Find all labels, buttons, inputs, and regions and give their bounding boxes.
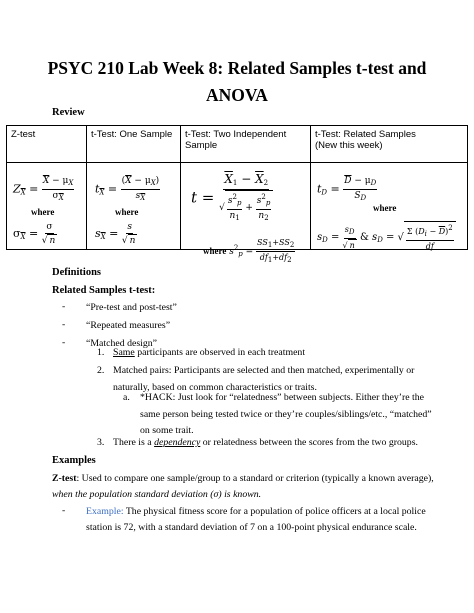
header-t-independent (181, 126, 311, 163)
example-text-1: The physical fitness score for a population of police officers at a local police (123, 506, 426, 517)
t-one-sample-formula (87, 163, 181, 250)
t-rel-where-label: where (373, 203, 397, 213)
header-t-independent-line-2: Sample (185, 140, 218, 151)
example-line-1 (86, 505, 426, 518)
z-where-label: where (31, 207, 55, 217)
t-one-where-label: where (115, 207, 139, 217)
t-independent-formula (181, 163, 311, 264)
z-test-formula (7, 163, 87, 250)
example-link[interactable]: Example: (86, 506, 124, 517)
t-one-sx-formula: $s_{\overline{X}}$ = $\frac{s}{√ n}$ (95, 222, 136, 246)
hack-line-3: on some trait. (140, 425, 194, 436)
item-2-line-2: naturally, based on common characteristics or traits. (113, 382, 317, 393)
example-line-2: station is 72, with a standard deviation of 7 on a 100-point physical endurance scale. (86, 522, 417, 533)
header-z-test: Z-test (7, 126, 87, 163)
z-sigma-formula: $\sigma_{\overline{X}}$ = $\frac{\sigma}{√ n}$ (13, 222, 56, 246)
header-t-related (311, 126, 468, 163)
page-title-line-1: PSYC 210 Lab Week 8: Related Samples t-test and (47, 58, 427, 78)
item-1-text (113, 346, 305, 359)
hack-line-1: *HACK: Just look for “relatedness” between subjects. Either they’re the (140, 392, 425, 403)
t-ind-where-label: where (203, 246, 227, 256)
item-3-text (113, 436, 418, 449)
t-rel-sd-formula: $s_D$ = $\frac{sD}{√ n}$ & $s_D$ = √ $\frac{\Sigma (Di - \overline{D})2}{df}$ (317, 221, 456, 253)
item-3-post: or relatedness between the scores from the two groups. (200, 437, 418, 448)
item-1-rest: participants are observed in each treatment (134, 347, 306, 358)
bullet-matched: “Matched design” (86, 338, 157, 349)
t-rel-main: $t_D$ = $\frac{\overline{D} - \mu_D}{S_D}$ (317, 176, 377, 202)
header-t-one-sample: t-Test: One Sample (87, 126, 181, 163)
ztest-description-line-2: when the population standard deviation (σ) is known. (52, 489, 262, 500)
header-t-independent-line-1: t-Test: Two Independent (185, 129, 287, 140)
related-samples-heading: Related Samples t-test: (52, 285, 156, 296)
item-3-pre: There is a (113, 437, 155, 448)
item-2-line-1: Matched pairs: Participants are selected and then matched, experimentally or (113, 365, 415, 376)
ztest-label: Z-test (52, 473, 77, 484)
review-heading: Review (52, 107, 85, 118)
bullet-dash-1: - (62, 301, 66, 312)
item-3-number: 3. (97, 437, 105, 448)
item-1-number: 1. (97, 347, 105, 358)
hack-letter: a. (123, 392, 130, 403)
t-ind-main: t = $\overline{X}_1 - \overline{X}_2$ √ $\frac{s^2_p}{n_1}$ + $\frac{s^2_p}{n_2}$ (191, 173, 273, 224)
example-dash: - (62, 505, 66, 516)
formula-table (6, 125, 468, 264)
bullet-repeated: “Repeated measures” (86, 320, 171, 331)
ztest-description-line-1 (52, 472, 434, 485)
page-title-line-2: ANOVA (206, 85, 268, 105)
hack-line-2: same person being tested twice or they’re couples/siblings/etc., “matched” (140, 409, 432, 420)
item-3-dependency: dependency (154, 437, 201, 448)
examples-heading: Examples (52, 455, 96, 466)
bullet-dash-3: - (62, 337, 66, 348)
ztest-text: : Used to compare one sample/group to a standard or criterion (typically a known average), (76, 473, 434, 484)
bullet-dash-2: - (62, 319, 66, 330)
header-t-related-line-1: t-Test: Related Samples (315, 129, 416, 140)
t-one-main: $t_{\overline{X}}$ = $\frac{(\overline{X} - \mu_X)}{s_{\overline{X}}}$ (95, 176, 160, 202)
t-ind-pooled-variance: where $s^2_p$ = $\frac{SS1+SS2}{df1+df2}$ (203, 238, 295, 264)
t-related-formula (311, 163, 468, 250)
header-t-related-line-2: (New this week) (315, 140, 383, 151)
definitions-heading: Definitions (52, 267, 102, 278)
item-2-number: 2. (97, 365, 105, 376)
z-formula-main: $Z_{\overline{X}}$ = $\frac{\overline{X} - \mu_X}{\sigma_{\overline{X}}}$ (13, 176, 74, 202)
item-1-same: Same (113, 347, 135, 358)
bullet-pretest: “Pre-test and post-test” (86, 302, 177, 313)
